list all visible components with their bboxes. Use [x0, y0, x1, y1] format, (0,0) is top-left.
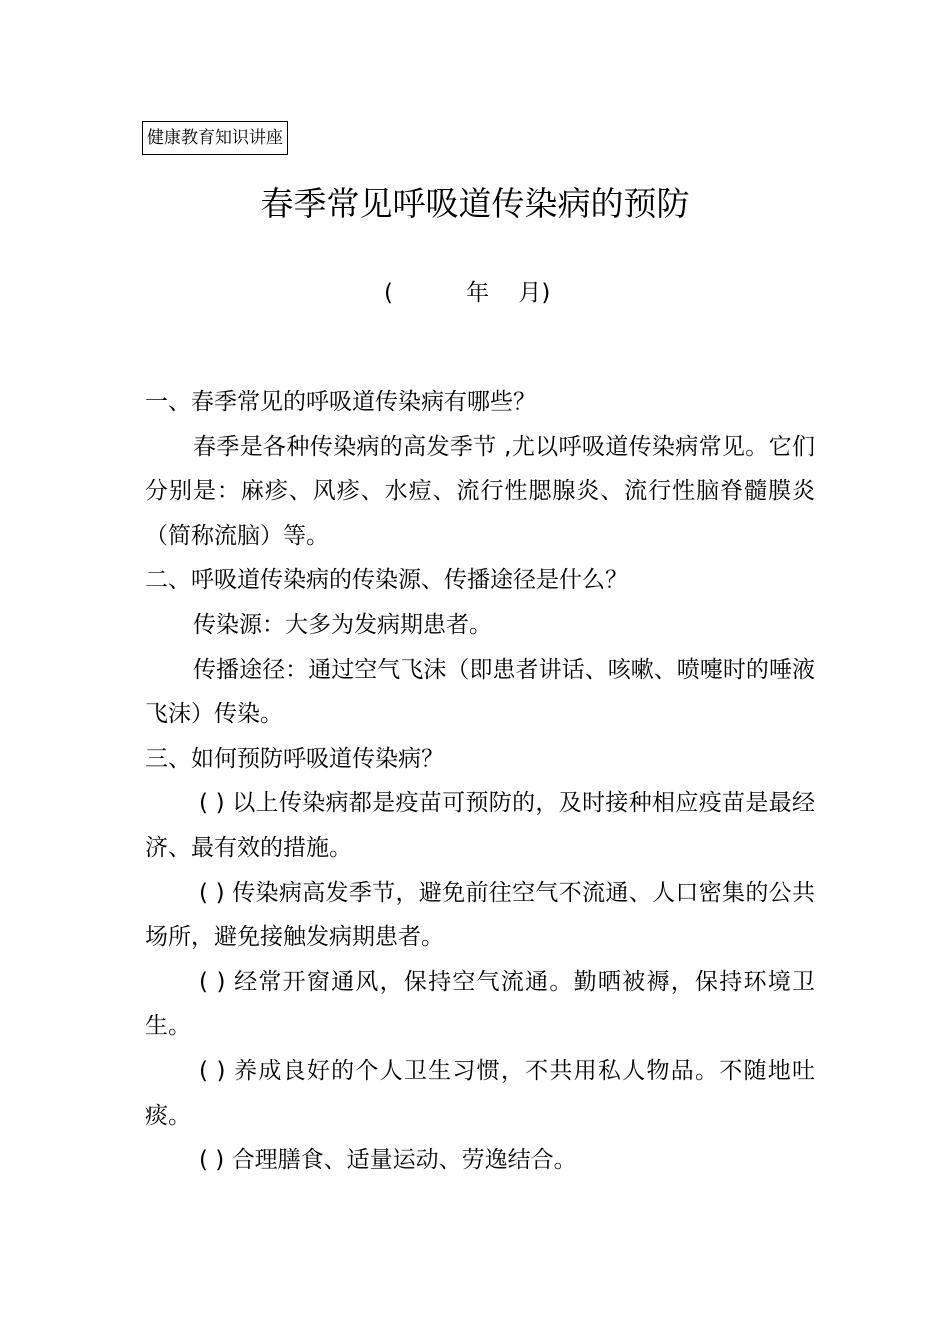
section-heading: 二、呼吸道传染病的传染源、传播途径是什么？ [145, 567, 628, 594]
date-line: ( 年 月) [384, 280, 551, 306]
page-title: 春季常见呼吸道传染病的预防 [260, 184, 690, 223]
list-item: ( ) 合理膳食、适量运动、劳逸结合。 [199, 1147, 577, 1174]
document-body [145, 380, 815, 1183]
list-item: ( ) 养成良好的个人卫生习惯，不共用私人物品。不随地吐痰。 [145, 1057, 815, 1129]
lecture-label: 健康教育知识讲座 [142, 121, 288, 155]
section-heading: 三、如何预防呼吸道传染病？ [145, 745, 444, 772]
list-item: ( ) 传染病高发季节，避免前往空气不流通、人口密集的公共场所，避免接触发病期患者。 [145, 879, 815, 951]
list-item: ( ) 经常开窗通风，保持空气流通。勤晒被褥，保持环境卫生。 [145, 968, 815, 1040]
paragraph: 传播途径：通过空气飞沫（即患者讲话、咳嗽、喷嚏时的唾液飞沫）传染。 [145, 656, 815, 728]
list-item: ( ) 以上传染病都是疫苗可预防的，及时接种相应疫苗是最经济、最有效的措施。 [145, 790, 815, 861]
paragraph: 春季是各种传染病的高发季节 ,尤以呼吸道传染病常见。它们分别是：麻疹、风疹、水痘、流行性腮腺炎、流行性脑脊髓膜炎（简称流脑）等。 [145, 433, 815, 549]
section-heading: 一、春季常见的呼吸道传染病有哪些？ [145, 389, 536, 415]
paragraph: 传染源：大多为发病期患者。 [193, 611, 492, 638]
